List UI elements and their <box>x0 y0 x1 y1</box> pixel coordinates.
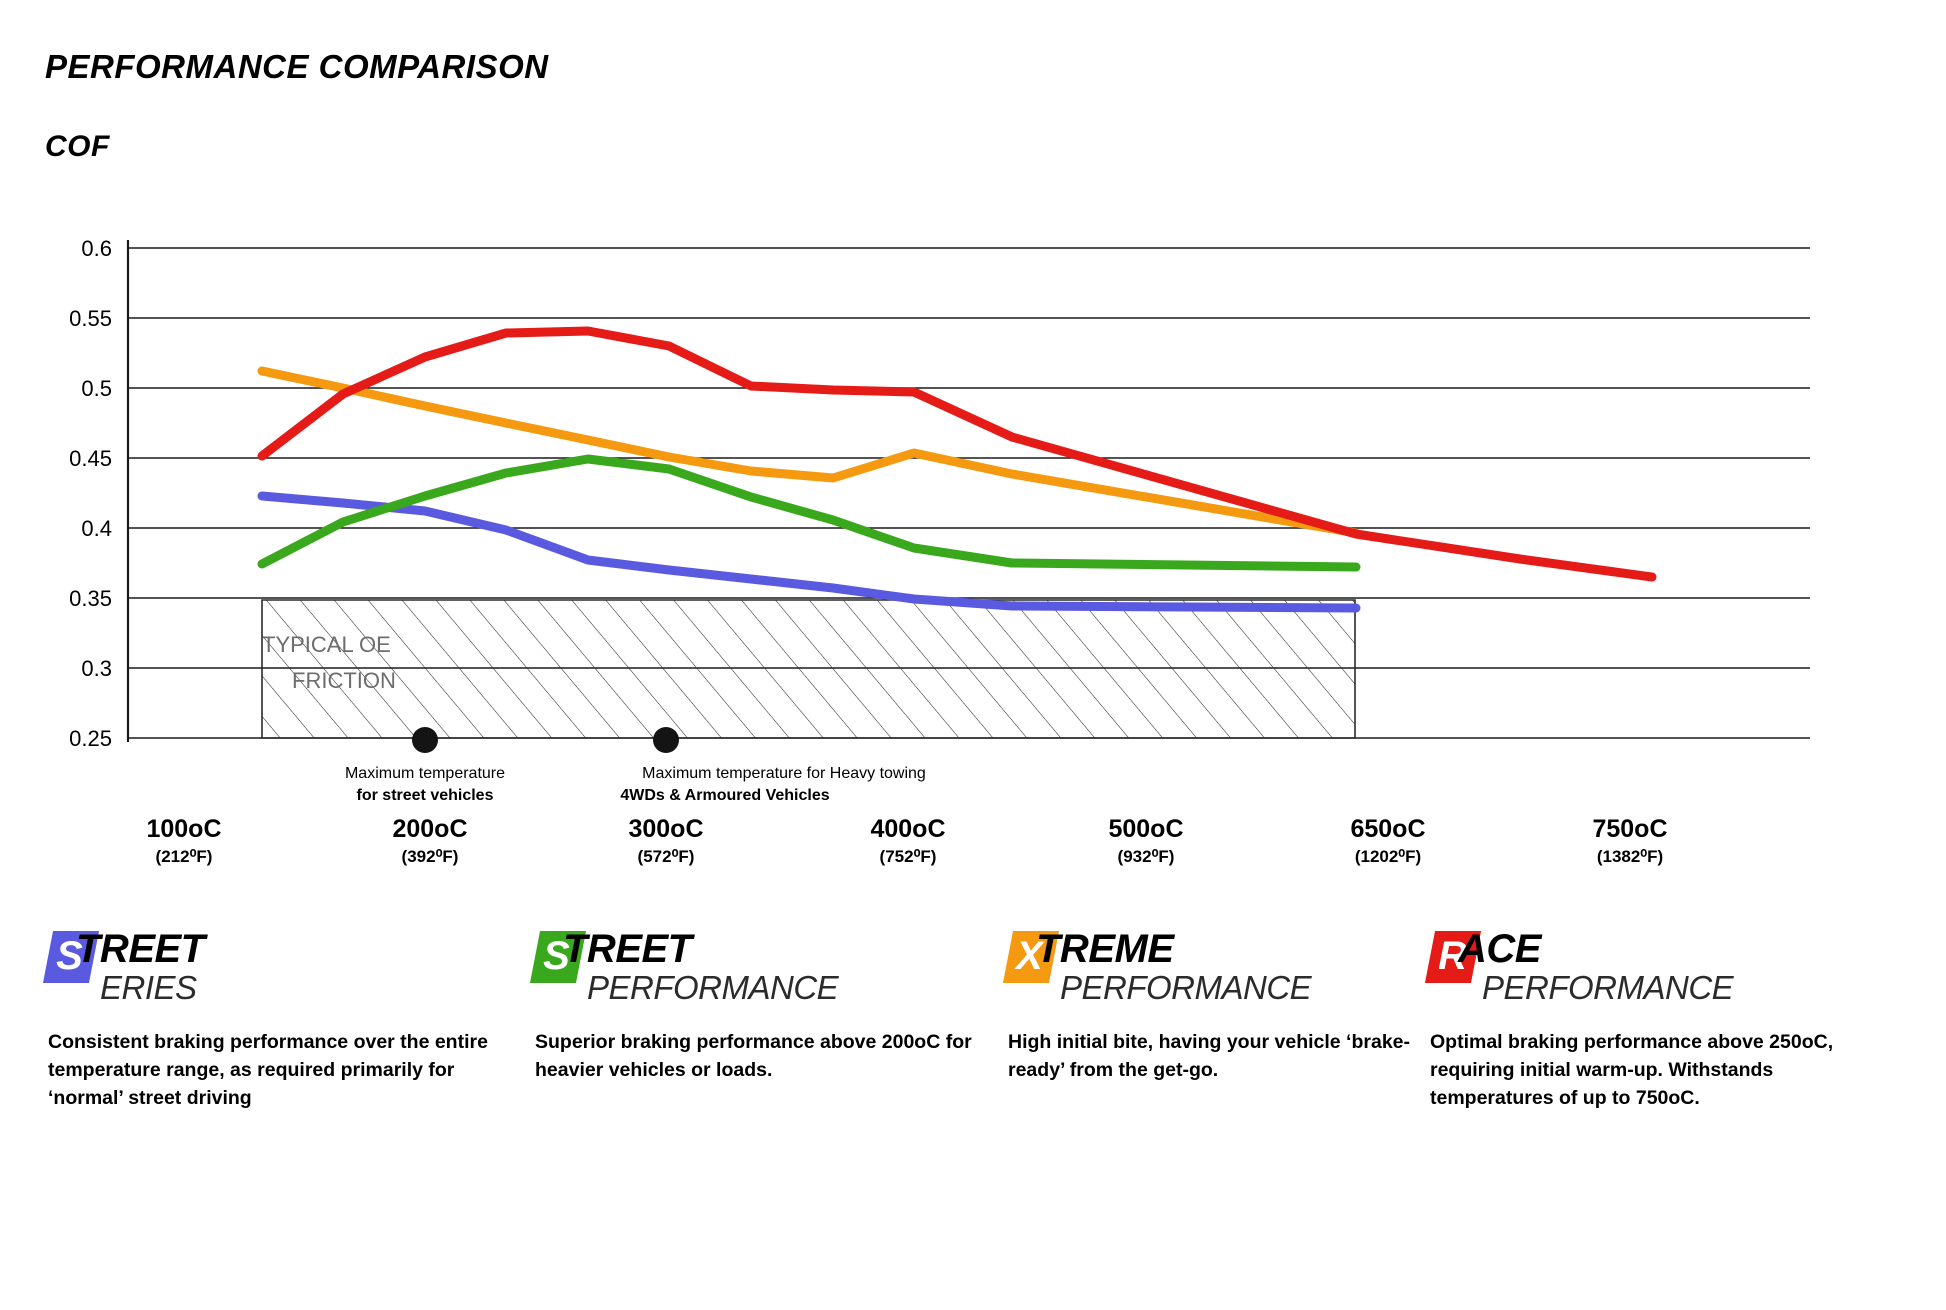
svg-text:0.3: 0.3 <box>81 656 112 681</box>
race-performance-word2: PERFORMANCE <box>1482 969 1734 1006</box>
x-tick-1-c: 200oC <box>392 815 468 843</box>
x-tick-4-c: 500oC <box>1108 815 1184 843</box>
race-performance-word1: ACE <box>1458 927 1541 971</box>
xtreme-performance-word1: TREME <box>1036 927 1174 971</box>
x-axis-labels <box>0 815 1946 895</box>
street-performance-description: Superior braking performance above 200oC for heavier vehicles or loads. <box>535 1031 972 1081</box>
legend <box>0 925 1946 1265</box>
x-tick-0-c: 100oC <box>146 815 222 843</box>
legend-item-street-performance <box>535 925 975 1085</box>
street-performance-badge-letter: S <box>543 934 570 978</box>
x-tick-6-c: 750oC <box>1592 815 1668 843</box>
svg-text:FRICTION: FRICTION <box>292 668 396 693</box>
race-performance-badge-letter: R <box>1438 934 1467 978</box>
svg-text:0.4: 0.4 <box>81 516 112 541</box>
street-series-word1: TREET <box>76 927 205 971</box>
street-series-word2: ERIES <box>100 969 197 1006</box>
x-tick-5-f: (1202⁰F) <box>1354 847 1422 866</box>
svg-text:0.6: 0.6 <box>81 236 112 261</box>
svg-text:0.25: 0.25 <box>69 726 112 751</box>
street-series-description: Consistent braking performance over the entire temperature range, as required primarily for ‘normal’ street driving <box>48 1031 488 1109</box>
x-tick-6-f: (1382⁰F) <box>1596 847 1664 866</box>
legend-item-street-series <box>48 925 488 1113</box>
svg-text:0.55: 0.55 <box>69 306 112 331</box>
street-series-badge-letter: S <box>56 934 83 978</box>
x-tick-1-f: (392⁰F) <box>401 847 459 866</box>
race-performance-logo <box>1430 925 1870 1015</box>
svg-text:0.5: 0.5 <box>81 376 112 401</box>
x-tick-4 <box>1046 815 1246 867</box>
street-performance-logo <box>535 925 975 1015</box>
y-axis-title: COF <box>45 130 110 163</box>
x-tick-3 <box>808 815 1008 867</box>
x-tick-6 <box>1530 815 1730 867</box>
x-tick-5 <box>1288 815 1488 867</box>
xtreme-performance-logo <box>1008 925 1448 1015</box>
legend-item-xtreme-performance <box>1008 925 1448 1085</box>
svg-text:0.45: 0.45 <box>69 446 112 471</box>
street-performance-word2: PERFORMANCE <box>587 969 839 1006</box>
x-tick-4-f: (932⁰F) <box>1117 847 1175 866</box>
svg-text:0.35: 0.35 <box>69 586 112 611</box>
x-tick-2 <box>566 815 766 867</box>
street-series-logo <box>48 925 488 1015</box>
x-tick-1 <box>330 815 530 867</box>
x-tick-3-c: 400oC <box>870 815 946 843</box>
xtreme-performance-description: High initial bite, having your vehicle ‘brake-ready’ from the get-go. <box>1008 1031 1411 1081</box>
svg-text:Maximum temperature: Maximum temperature <box>344 765 506 782</box>
race-performance-description: Optimal braking performance above 250oC, requiring initial warm-up. Withstands temperatures of up to 750oC. <box>1430 1031 1834 1109</box>
y-tick-labels <box>69 236 112 751</box>
x-tick-5-c: 650oC <box>1350 815 1426 843</box>
x-tick-0-f: (212⁰F) <box>155 847 213 866</box>
svg-text:Maximum temperature for Heavy: Maximum temperature for Heavy towing <box>642 765 926 782</box>
xtreme-performance-badge-letter: X <box>1016 934 1043 978</box>
x-tick-2-c: 300oC <box>628 815 704 843</box>
svg-text:for street vehicles: for street vehicles <box>356 787 494 804</box>
series-race-performance <box>262 331 1652 577</box>
svg-text:TYPICAL OE: TYPICAL OE <box>262 632 391 657</box>
legend-item-race-performance <box>1430 925 1870 1113</box>
x-tick-0 <box>84 815 284 867</box>
street-performance-word1: TREET <box>563 927 692 971</box>
xtreme-performance-word2: PERFORMANCE <box>1060 969 1312 1006</box>
x-tick-2-f: (572⁰F) <box>637 847 695 866</box>
x-tick-3-f: (752⁰F) <box>879 847 937 866</box>
svg-text:4WDs & Armoured Vehicles: 4WDs & Armoured Vehicles <box>620 787 830 804</box>
typical-oe-friction-band <box>262 600 1355 738</box>
page-title: PERFORMANCE COMPARISON <box>45 48 549 85</box>
